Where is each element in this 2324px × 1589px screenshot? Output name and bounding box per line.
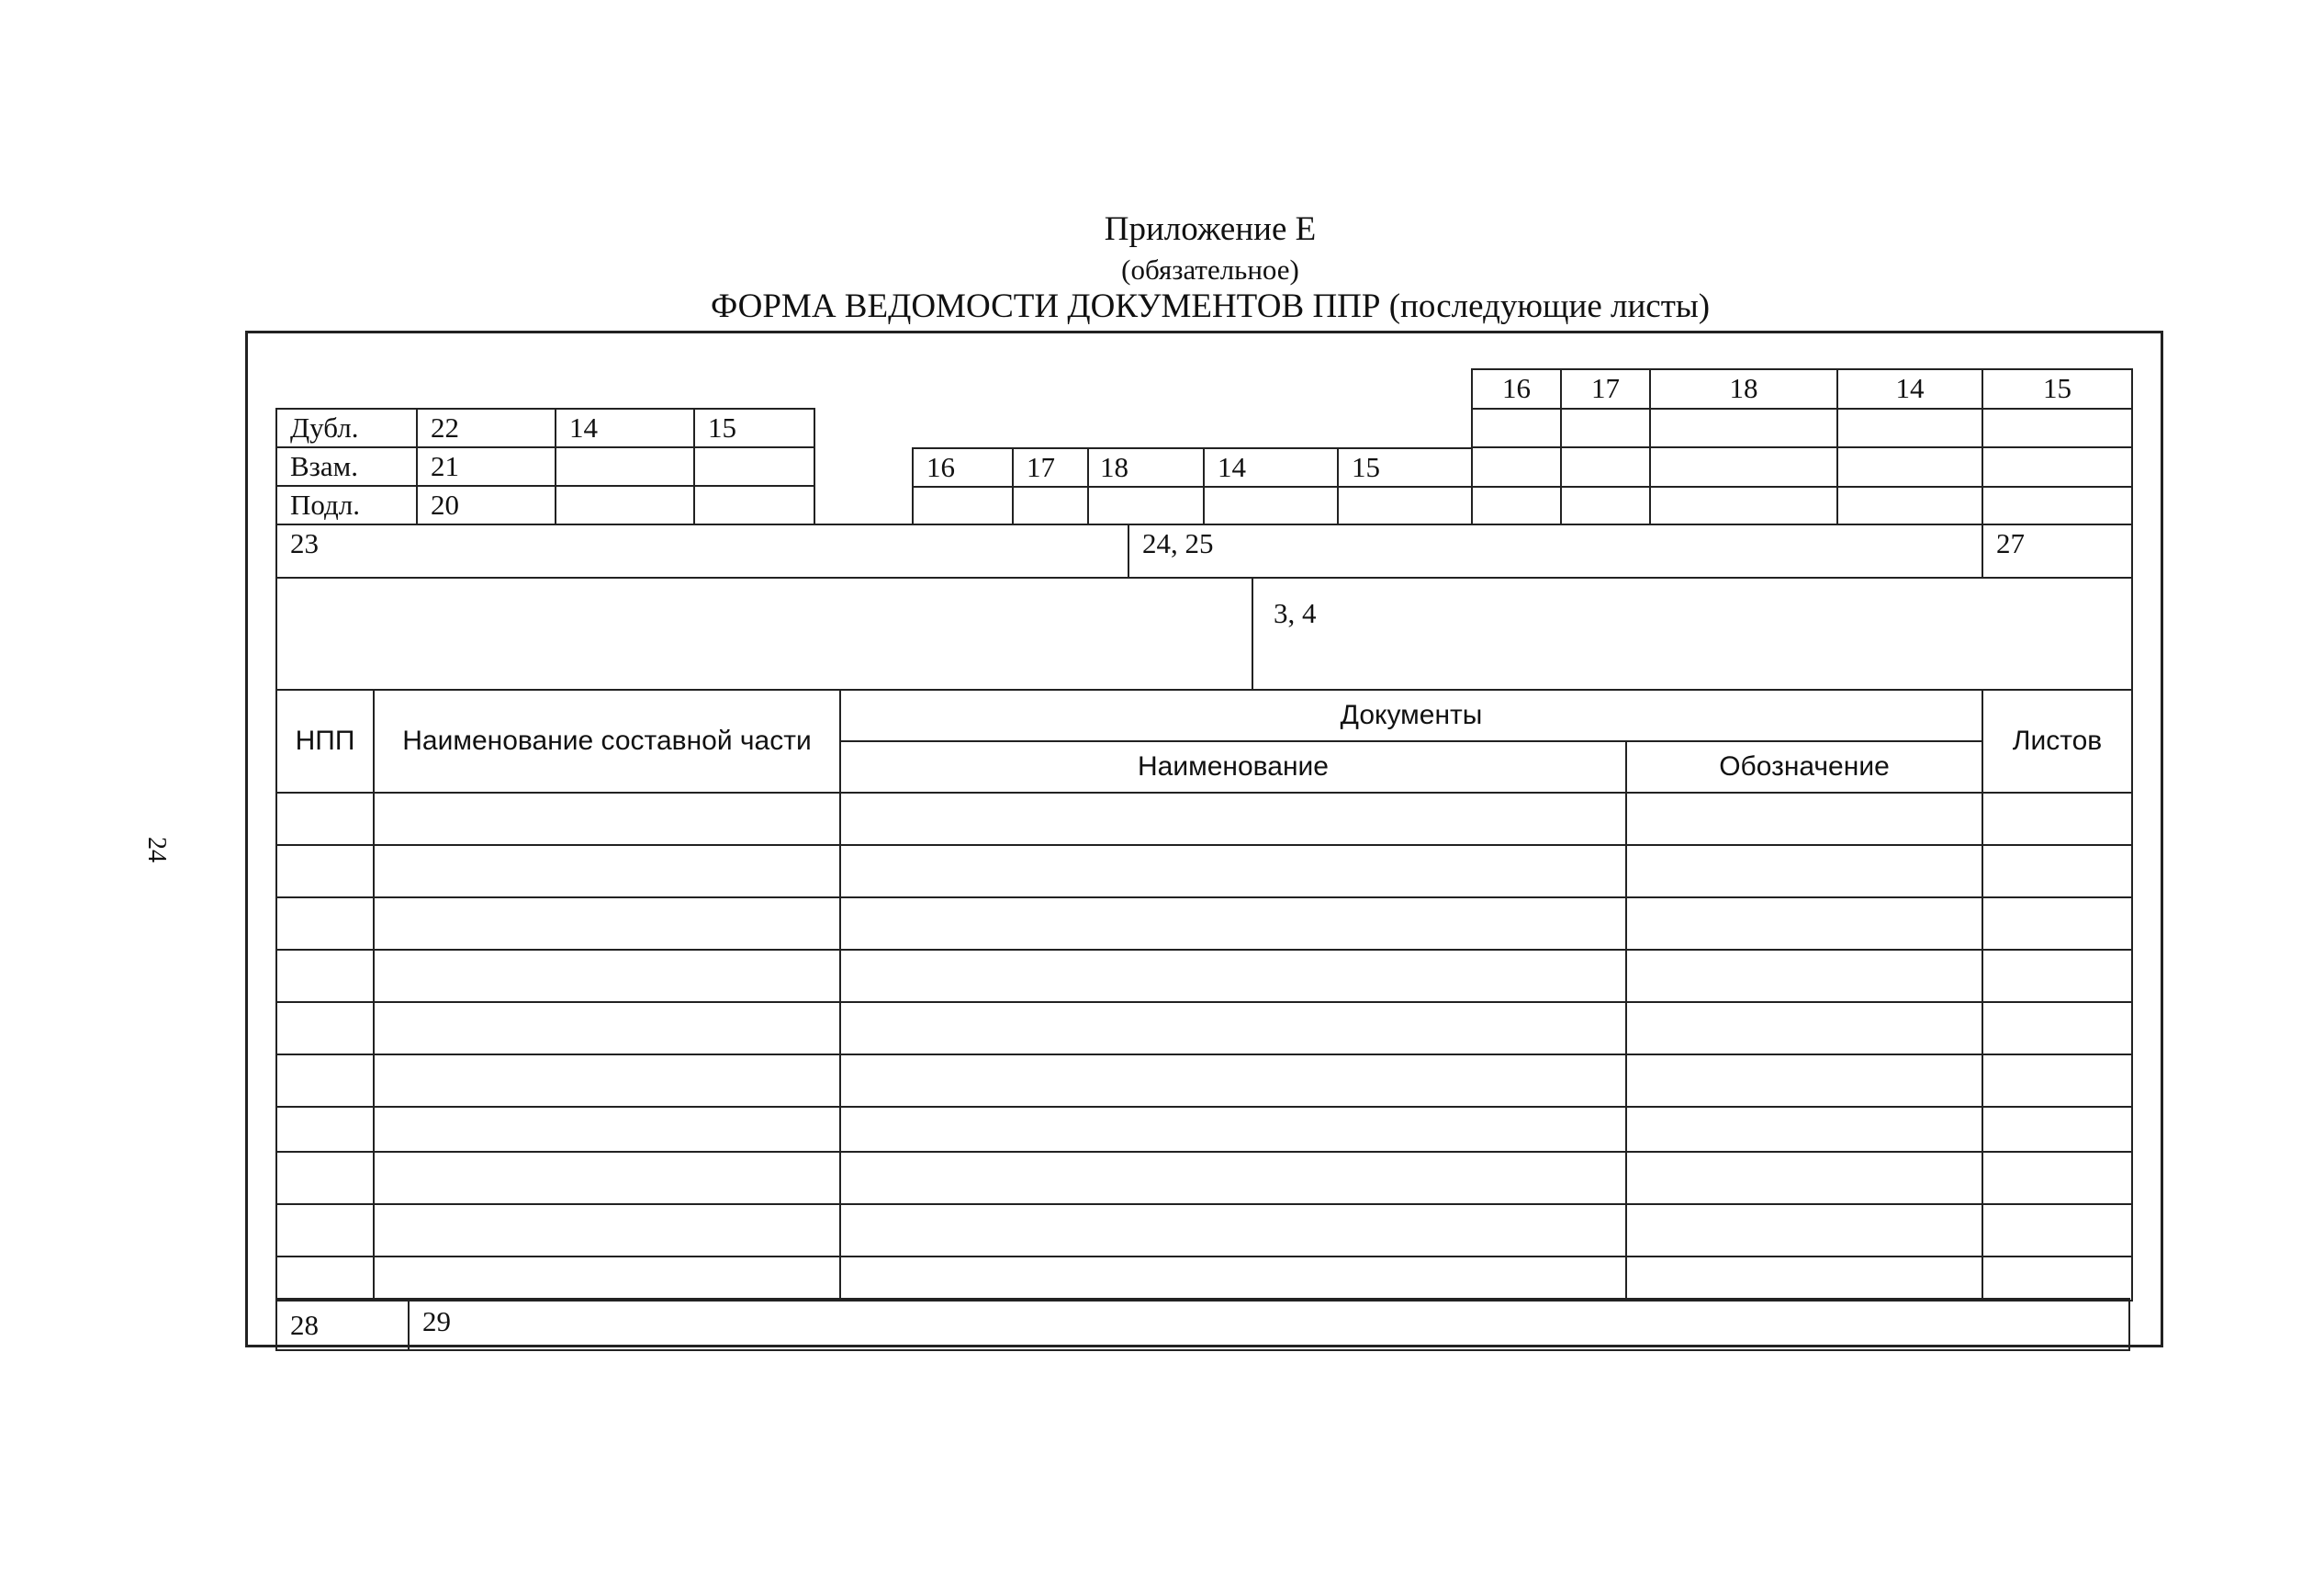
table-cell <box>1625 1106 1983 1153</box>
table-cell <box>275 949 375 1003</box>
table-cell <box>275 896 375 951</box>
stamp-cell <box>912 486 1014 525</box>
table-cell <box>373 949 841 1003</box>
table-cell <box>373 844 841 898</box>
stamp-cell <box>1982 486 2133 525</box>
stamp-cell <box>1649 446 1838 488</box>
stamp-cell <box>1471 408 1562 448</box>
table-cell <box>1625 896 1983 951</box>
stamp-cell <box>1560 408 1651 448</box>
header-doc-name: Наименование <box>839 740 1627 794</box>
table-cell <box>1625 1151 1983 1205</box>
title-cell-3-4: 3, 4 <box>1252 577 2133 691</box>
footer-cell-29: 29 <box>408 1298 2130 1351</box>
stamp-cell <box>1560 486 1651 525</box>
table-cell <box>839 1151 1627 1205</box>
table-cell <box>373 1106 841 1153</box>
table-cell <box>1625 1256 1983 1302</box>
table-cell <box>1982 1256 2133 1302</box>
header-npp: НПП <box>275 689 375 794</box>
stamp-cell <box>693 446 815 487</box>
appendix-status: (обязательное) <box>1121 254 1299 286</box>
table-cell <box>275 1054 375 1108</box>
stamp-cell: 21 <box>416 446 556 487</box>
page-number: 24 <box>142 837 171 862</box>
stamp-header: 16 <box>1471 368 1562 410</box>
table-cell <box>373 792 841 846</box>
table-cell <box>839 1106 1627 1153</box>
table-cell <box>275 1106 375 1153</box>
table-cell <box>1982 1001 2133 1055</box>
info-cell-24-25: 24, 25 <box>1128 524 1983 579</box>
stamp-cell <box>1982 446 2133 488</box>
table-cell <box>1982 1054 2133 1108</box>
stamp-cell <box>1982 408 2133 448</box>
table-cell <box>275 1001 375 1055</box>
stamp-cell <box>1836 446 1983 488</box>
stamp-header: 14 <box>1836 368 1983 410</box>
info-cell-23: 23 <box>275 524 1129 579</box>
stamp-label-podl: Подл. <box>275 485 418 525</box>
table-cell <box>275 1256 375 1302</box>
header-part-name: Наименование составной части <box>373 689 841 794</box>
table-cell <box>1982 896 2133 951</box>
table-cell <box>1625 1001 1983 1055</box>
stamp-cell <box>1836 408 1983 448</box>
table-cell <box>275 792 375 846</box>
stamp-header: 16 <box>912 447 1014 488</box>
appendix-title: Приложение Е <box>1104 210 1317 248</box>
stamp-header: 15 <box>1982 368 2133 410</box>
table-cell <box>839 1203 1627 1257</box>
stamp-cell: 15 <box>693 408 815 448</box>
table-cell <box>839 844 1627 898</box>
header-doc-designation: Обозначение <box>1625 740 1983 794</box>
table-cell <box>373 1001 841 1055</box>
table-cell <box>1625 1054 1983 1108</box>
table-cell <box>373 1151 841 1205</box>
stamp-cell <box>1836 486 1983 525</box>
info-cell-27: 27 <box>1982 524 2133 579</box>
stamp-header: 15 <box>1337 447 1473 488</box>
stamp-label-dubl: Дубл. <box>275 408 418 448</box>
table-cell <box>839 1001 1627 1055</box>
stamp-cell: 14 <box>555 408 695 448</box>
header-documents: Документы <box>839 689 1983 742</box>
table-cell <box>373 1256 841 1302</box>
table-cell <box>373 1054 841 1108</box>
table-cell <box>275 844 375 898</box>
title-cell-left <box>275 577 1253 691</box>
table-cell <box>1982 949 2133 1003</box>
table-cell <box>839 949 1627 1003</box>
form-title: ФОРМА ВЕДОМОСТИ ДОКУМЕНТОВ ППР (последующие листы) <box>710 287 1711 325</box>
table-cell <box>839 896 1627 951</box>
stamp-cell <box>1649 408 1838 448</box>
table-cell <box>839 792 1627 846</box>
header-sheets: Листов <box>1982 689 2133 794</box>
stamp-header: 14 <box>1203 447 1339 488</box>
stamp-cell <box>555 485 695 525</box>
footer-cell-28: 28 <box>275 1298 410 1351</box>
table-cell <box>275 1151 375 1205</box>
table-cell <box>1625 1203 1983 1257</box>
stamp-header: 17 <box>1560 368 1651 410</box>
stamp-header: 17 <box>1012 447 1089 488</box>
table-cell <box>373 1203 841 1257</box>
stamp-cell: 22 <box>416 408 556 448</box>
stamp-cell <box>1471 446 1562 488</box>
stamp-cell <box>1012 486 1089 525</box>
stamp-cell <box>693 485 815 525</box>
table-cell <box>373 896 841 951</box>
stamp-cell <box>1560 446 1651 488</box>
stamp-cell <box>1649 486 1838 525</box>
table-cell <box>1982 1203 2133 1257</box>
table-cell <box>1982 1106 2133 1153</box>
stamp-cell <box>1337 486 1473 525</box>
table-cell <box>839 1256 1627 1302</box>
stamp-cell: 20 <box>416 485 556 525</box>
table-cell <box>1625 949 1983 1003</box>
stamp-header: 18 <box>1649 368 1838 410</box>
stamp-label-vzam: Взам. <box>275 446 418 487</box>
table-cell <box>1982 844 2133 898</box>
stamp-cell <box>1087 486 1205 525</box>
table-cell <box>839 1054 1627 1108</box>
stamp-header: 18 <box>1087 447 1205 488</box>
table-cell <box>275 1203 375 1257</box>
table-cell <box>1625 792 1983 846</box>
table-cell <box>1625 844 1983 898</box>
stamp-cell <box>1203 486 1339 525</box>
stamp-cell <box>555 446 695 487</box>
table-cell <box>1982 1151 2133 1205</box>
stamp-cell <box>1471 486 1562 525</box>
table-cell <box>1982 792 2133 846</box>
